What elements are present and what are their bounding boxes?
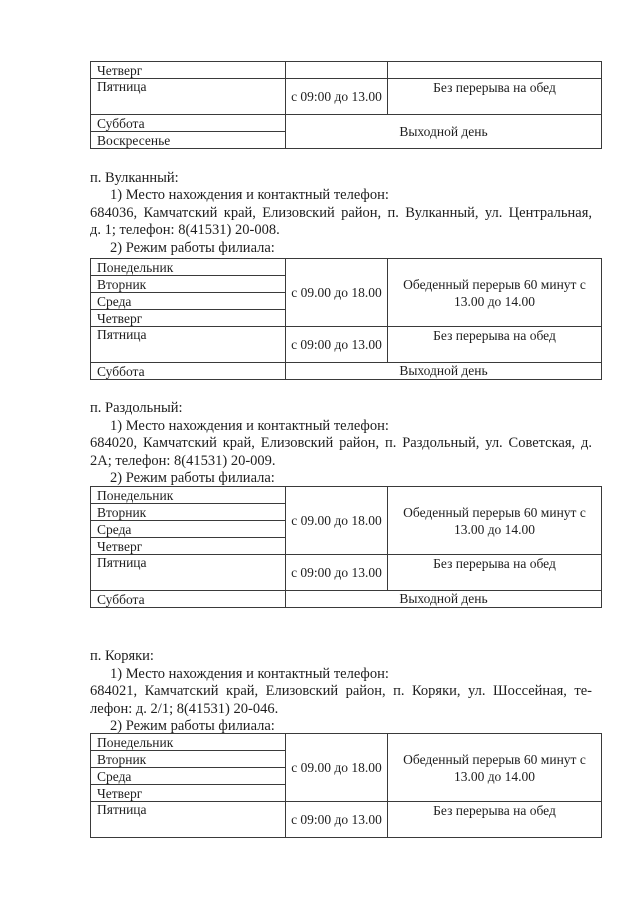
weekday-break: Обеденный перерыв 60 минут с 13.00 до 14.00 <box>388 259 602 327</box>
day-monday: Понедельник <box>91 259 286 276</box>
weekday-time: с 09.00 до 18.00 <box>286 259 388 327</box>
section-item-location: 1) Место нахождения и контактный телефон: <box>110 666 389 682</box>
section-item-location: 1) Место нахождения и контактный телефон: <box>110 187 389 203</box>
address-phone-line: лефон: д. 2/1; 8(41531) 20-046. <box>90 701 279 717</box>
weekend-cell: Выходной день <box>286 591 602 608</box>
empty-cell <box>286 62 388 79</box>
section-title-koryaki: п. Коряки: <box>90 648 154 664</box>
address-line: 684020, Камчатский край, Елизовский район, п. Раздольный, ул. Советская, д. <box>90 435 592 451</box>
day-tuesday: Вторник <box>91 504 286 521</box>
day-friday: Пятница <box>91 79 286 115</box>
day-wednesday: Среда <box>91 768 286 785</box>
section-item-schedule: 2) Режим работы филиала: <box>110 718 275 734</box>
empty-cell <box>388 62 602 79</box>
weekday-break: Обеденный перерыв 60 минут с 13.00 до 14.00 <box>388 734 602 802</box>
friday-break: Без перерыва на обед <box>388 802 602 838</box>
weekday-break: Обеденный перерыв 60 минут с 13.00 до 14.00 <box>388 487 602 555</box>
day-thursday: Четверг <box>91 785 286 802</box>
address-line: 684036, Камчатский край, Елизовский район, п. Вулканный, ул. Центральная, <box>90 205 592 221</box>
section-item-schedule: 2) Режим работы филиала: <box>110 470 275 486</box>
schedule-table-vulkanny <box>90 258 602 380</box>
day-saturday: Суббота <box>91 591 286 608</box>
friday-time: с 09:00 до 13.00 <box>286 555 388 591</box>
schedule-table-continued <box>90 61 602 149</box>
day-saturday: Суббота <box>91 363 286 380</box>
friday-break: Без перерыва на обед <box>388 79 602 115</box>
day-friday: Пятница <box>91 327 286 363</box>
day-wednesday: Среда <box>91 521 286 538</box>
day-tuesday: Вторник <box>91 751 286 768</box>
day-monday: Понедельник <box>91 734 286 751</box>
section-title-vulkanny: п. Вулканный: <box>90 170 179 186</box>
section-title-razdolny: п. Раздольный: <box>90 400 183 416</box>
day-thursday: Четверг <box>91 538 286 555</box>
section-item-schedule: 2) Режим работы филиала: <box>110 240 275 256</box>
friday-break: Без перерыва на обед <box>388 327 602 363</box>
schedule-table-koryaki <box>90 733 602 838</box>
weekend-cell: Выходной день <box>286 363 602 380</box>
day-thursday: Четверг <box>91 310 286 327</box>
section-item-location: 1) Место нахождения и контактный телефон: <box>110 418 389 434</box>
day-friday: Пятница <box>91 802 286 838</box>
weekday-time: с 09.00 до 18.00 <box>286 734 388 802</box>
friday-time: с 09:00 до 13.00 <box>286 802 388 838</box>
schedule-table-razdolny <box>90 486 602 608</box>
day-sunday: Воскресенье <box>91 132 286 149</box>
friday-time: с 09:00 до 13.00 <box>286 327 388 363</box>
day-friday: Пятница <box>91 555 286 591</box>
address-line: 684021, Камчатский край, Елизовский район, п. Коряки, ул. Шоссейная, те- <box>90 683 592 699</box>
friday-break: Без перерыва на обед <box>388 555 602 591</box>
friday-time: с 09:00 до 13.00 <box>286 79 388 115</box>
weekday-time: с 09.00 до 18.00 <box>286 487 388 555</box>
day-monday: Понедельник <box>91 487 286 504</box>
weekend-cell: Выходной день <box>286 115 602 149</box>
address-phone-line: 2А; телефон: 8(41531) 20-009. <box>90 453 276 469</box>
day-thursday: Четверг <box>91 62 286 79</box>
day-wednesday: Среда <box>91 293 286 310</box>
day-saturday: Суббота <box>91 115 286 132</box>
address-phone-line: д. 1; телефон: 8(41531) 20-008. <box>90 222 280 238</box>
day-tuesday: Вторник <box>91 276 286 293</box>
